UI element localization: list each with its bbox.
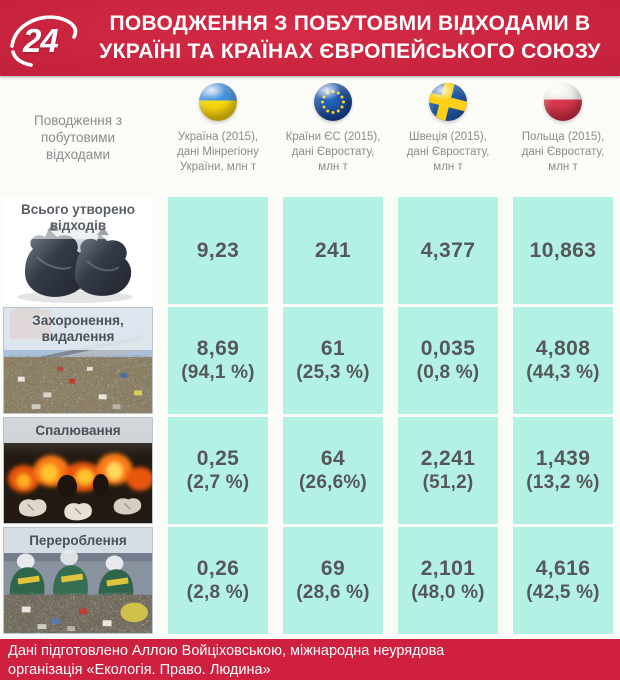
channel-24-logo [6,9,86,67]
credit-line-1: Дані підготовлено Аллою Войціховською, міжнародна неурядова [8,643,445,659]
cell-landfill-sweden: 0,035 (0,8 %) [398,307,498,414]
table-row-incineration [3,417,613,524]
cell-recycling-sweden: 2,101 (48,0 %) [398,527,498,634]
cell-total-eu: 241 [283,197,383,304]
column-label: Країни ЄС (2015), дані Євростату, млн т [285,131,381,173]
column-header-ukraine [168,78,268,197]
table-row-landfill [3,307,613,414]
row-label-recycling [3,527,153,634]
credit-footer [0,639,620,680]
title-line-1: ПОВОДЖЕННЯ З ПОБУТОВМИ ВІДХОДАМИ В [109,12,591,35]
cell-incineration-eu: 64 (26,6%) [283,417,383,524]
corner-label: Поводження з побутовими відходами [33,112,123,163]
cell-recycling-eu: 69 (28,6 %) [283,527,383,634]
cell-landfill-ukraine: 8,69 (94,1 %) [168,307,268,414]
cell-incineration-sweden: 2,241 (51,2) [398,417,498,524]
cell-landfill-poland: 4,808 (44,3 %) [513,307,613,414]
row-label-landfill [3,307,153,414]
column-label: Польща (2015), дані Євростату, млн т [521,131,605,173]
table-row-total-waste [3,197,613,304]
row-label-incineration [3,417,153,524]
cell-incineration-poland: 1,439 (13,2 %) [513,417,613,524]
cell-recycling-ukraine: 0,26 (2,8 %) [168,527,268,634]
column-header-row [3,78,613,197]
waste-table [0,76,620,634]
column-label: Швеція (2015), дані Євростату, млн т [406,131,490,173]
ukraine-flag-icon [199,83,237,121]
row-caption: Перероблення [4,528,152,553]
cell-total-poland: 10,863 [513,197,613,304]
column-label: Україна (2015), дані Мінрегіону України, млн т [177,131,259,173]
column-header-eu [283,78,383,197]
title-line-2: УКРАЇНІ ТА КРАЇНАХ ЄВРОПЕЙСЬКОГО СОЮЗУ [99,40,601,63]
row-label-total-waste [3,197,153,304]
cell-total-ukraine: 9,23 [168,197,268,304]
sweden-flag-icon [429,83,467,121]
cell-total-sweden: 4,377 [398,197,498,304]
credit-line-2: організація «Екологія. Право. Людина» [8,662,271,678]
eu-flag-icon [314,83,352,121]
cell-recycling-poland: 4,616 (42,5 %) [513,527,613,634]
page-title [86,10,620,66]
logo-24-text: 24 [23,22,58,59]
header-bar [0,0,620,76]
cell-landfill-eu: 61 (25,3 %) [283,307,383,414]
cell-incineration-ukraine: 0,25 (2,7 %) [168,417,268,524]
poland-flag-icon [544,83,582,121]
eu-stars [314,83,352,121]
row-caption: Захоронення, видалення [4,308,152,350]
row-caption: Спалювання [4,418,152,443]
column-header-sweden [398,78,498,197]
table-row-recycling [3,527,613,634]
column-header-poland [513,78,613,197]
row-caption: Всього утворено відходів [3,197,153,239]
